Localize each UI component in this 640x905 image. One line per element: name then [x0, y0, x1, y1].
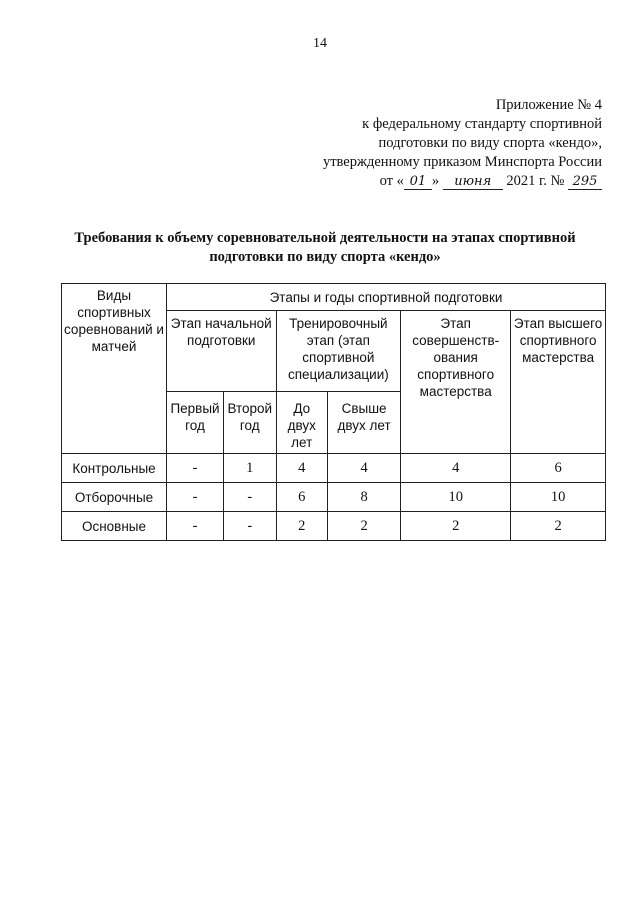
header-competition-types: Виды спортивных соревнований и матчей	[62, 284, 167, 454]
table-cell: 6	[511, 454, 606, 483]
header-stages: Этапы и годы спортивной подготовки	[167, 284, 606, 311]
row-label: Основные	[62, 512, 167, 541]
table-cell: -	[224, 512, 276, 541]
appendix-line-2: к федеральному стандарту спортивной	[362, 116, 602, 132]
date-mid: »	[431, 173, 440, 189]
appendix-line-1: Приложение № 4	[495, 97, 602, 113]
header-year-first: Первый год	[167, 392, 224, 454]
handwritten-order-number: 295	[568, 174, 602, 190]
header-phase-initial: Этап начальной подготовки	[167, 311, 277, 392]
row-label: Отборочные	[62, 483, 167, 512]
table-cell: 4	[276, 454, 327, 483]
table-cell: 6	[276, 483, 327, 512]
table-row	[62, 483, 606, 512]
appendix-line-4: утвержденному приказом Минспорта России	[322, 154, 602, 170]
date-prefix: от «	[379, 173, 404, 189]
table-cell: 4	[401, 454, 511, 483]
page-number: 14	[313, 36, 327, 51]
requirements-table	[61, 283, 606, 541]
table-cell: -	[224, 483, 276, 512]
table-cell: 2	[511, 512, 606, 541]
appendix-date-line	[272, 172, 602, 191]
handwritten-day: 01	[404, 174, 432, 190]
table-row	[62, 512, 606, 541]
table-cell: 1	[224, 454, 276, 483]
table-cell: -	[167, 454, 224, 483]
appendix-header	[272, 96, 602, 191]
header-phase-highest: Этап высшего спортивного мастерства	[511, 311, 606, 454]
table-cell: -	[167, 483, 224, 512]
header-phase-improvement: Этап совершенств-ования спортивного мастерства	[401, 311, 511, 454]
table-row	[62, 454, 606, 483]
table-cell: 4	[327, 454, 400, 483]
table-cell: -	[167, 512, 224, 541]
header-year-over-two: Свыше двух лет	[327, 392, 400, 454]
header-phase-training: Тренировочный этап (этап спортивной специализации)	[276, 311, 401, 392]
document-title: Требования к объему соревновательной деятельности на этапах спортивной подготовки по виду спорта «кендо»	[74, 230, 576, 265]
table-cell: 8	[327, 483, 400, 512]
handwritten-month: июня	[443, 174, 503, 190]
date-year: 2021 г. №	[506, 173, 565, 189]
header-year-second: Второй год	[224, 392, 276, 454]
table-cell: 2	[327, 512, 400, 541]
table-cell: 10	[401, 483, 511, 512]
table-cell: 10	[511, 483, 606, 512]
header-year-up-to-two: До двух лет	[276, 392, 327, 454]
row-label: Контрольные	[62, 454, 167, 483]
appendix-line-3: подготовки по виду спорта «кендо»,	[378, 135, 602, 151]
table-cell: 2	[276, 512, 327, 541]
table-cell: 2	[401, 512, 511, 541]
